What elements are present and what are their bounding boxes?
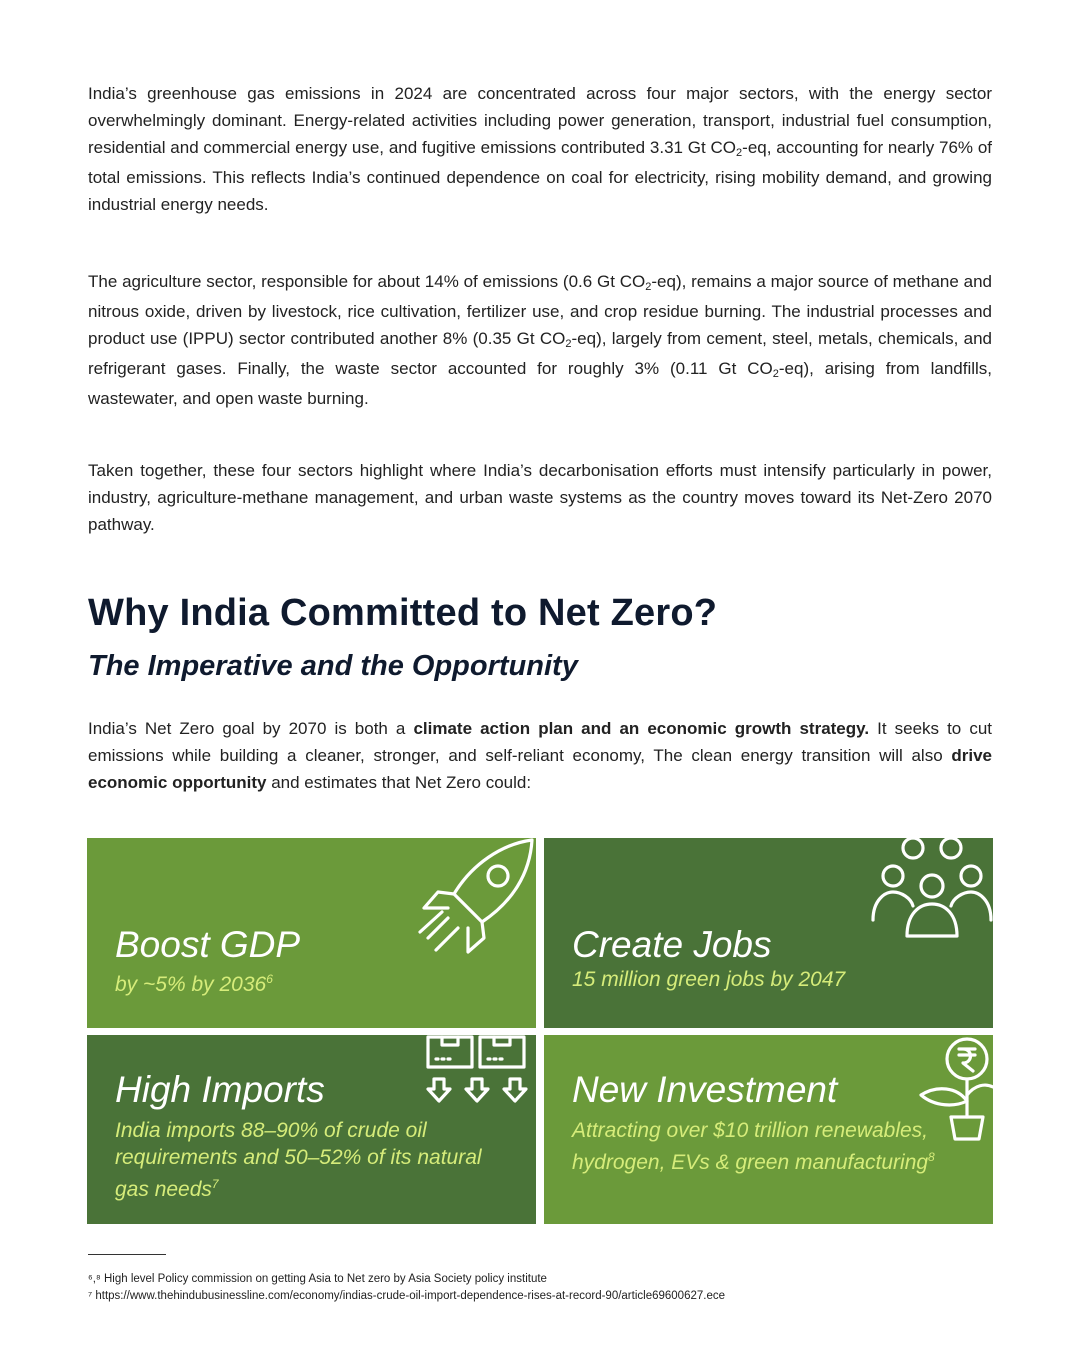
tile-new-investment [544, 1035, 993, 1224]
tile-subtitle-text: by ~5% by 2036 [115, 973, 267, 996]
tile-subtitle-text: Attracting over $10 trillion renewables, hydrogen, EVs & green manufacturing [572, 1119, 929, 1174]
subscript: 2 [772, 368, 779, 380]
subscript: 2 [645, 281, 652, 293]
paragraph-net-zero-goal [88, 715, 992, 796]
tile-high-imports [87, 1035, 536, 1224]
p2-text-c: -eq), largely from cement, steel, metals, chemicals, and refrigerant gases. Finally, the waste sector accounted for roughly 3% (0.11 Gt CO [88, 329, 992, 378]
footnote-hindu-businessline-link[interactable]: ⁷ https://www.thehindubusinessline.com/economy/indias-crude-oil-import-dependence-rises-at-record-90/article69600627.ece [88, 1290, 725, 1302]
paragraph-sectors [88, 268, 992, 412]
p2-text-d: -eq), arising from landfills, wastewater, and open waste burning. [88, 359, 993, 408]
p4-bold-climate-plan: climate action plan and an economic growth strategy. [413, 719, 870, 738]
p2-text-b: -eq), remains a major source of methane and nitrous oxide, driven by livestock, rice cultivation, fertilizer use, and crop residue burning. The industrial processes and product use (IPPU) sector contributed another 8% (0.35 Gt CO [88, 272, 992, 348]
footnote-ref: 7 [211, 1177, 219, 1191]
p4-bold-opportunity: drive economic opportunity [88, 746, 992, 792]
subscript: 2 [736, 147, 743, 159]
tile-boost-gdp [87, 838, 536, 1028]
section-title: Why India Committed to Net Zero? [88, 592, 718, 634]
intro-paragraph-energy [88, 80, 992, 218]
tile-title: High Imports [115, 1069, 325, 1110]
tile-subtitle [115, 966, 273, 998]
footnote-divider [88, 1254, 166, 1255]
paragraph-summary: Taken together, these four sectors highlight where India’s decarbonisation efforts must intensify particularly in power, industry, agriculture-methane management, and urban waste systems as the country moves toward its Net-Zero 2070 pathway. [88, 461, 992, 534]
p4-text-a: India’s Net Zero goal by 2070 is both a [88, 719, 414, 738]
footnote-ref: 8 [928, 1150, 935, 1164]
tile-title: Boost GDP [115, 924, 301, 965]
p1-text-b: -eq, accounting for nearly 76% of total emissions. This reflects India’s continued dependence on coal for electricity, rising mobility demand, and growing industrial energy needs. [88, 138, 992, 214]
tile-create-jobs [544, 838, 993, 1028]
subscript: 2 [565, 338, 572, 350]
import-boxes-icon [424, 1035, 536, 1109]
people-group-icon [871, 838, 993, 938]
tile-subtitle: 15 million green jobs by 2047 [572, 968, 846, 991]
footnote-ref: 6 [266, 972, 273, 986]
footnote-asia-society: ⁶,⁸ High level Policy commission on getting Asia to Net zero by Asia Society policy institute [88, 1273, 547, 1285]
section-subtitle: The Imperative and the Opportunity [88, 650, 578, 682]
tile-subtitle [572, 1117, 992, 1176]
p1-text-a: India’s greenhouse gas emissions in 2024 are concentrated across four major sectors, with the energy sector overwhelmingly dominant. Energy-related activities including power generation, transport, industrial fuel consumption, residential and commercial energy use, and fugitive emissions contributed 3.31 Gt CO [88, 84, 992, 157]
tile-title: New Investment [572, 1069, 838, 1110]
p4-text-c: and estimates that Net Zero could: [266, 773, 532, 792]
rocket-icon [412, 838, 536, 958]
p4-text-b: It seeks to cut emissions while building a cleaner, stronger, and self-reliant economy, The clean energy transition will also [88, 719, 992, 765]
p2-text-a: The agriculture sector, responsible for about 14% of emissions (0.6 Gt CO [88, 272, 646, 291]
tile-title: Create Jobs [572, 924, 772, 965]
tile-subtitle [115, 1117, 515, 1203]
tile-subtitle-text: India imports 88–90% of crude oil requirements and 50–52% of its natural gas needs [115, 1119, 482, 1201]
